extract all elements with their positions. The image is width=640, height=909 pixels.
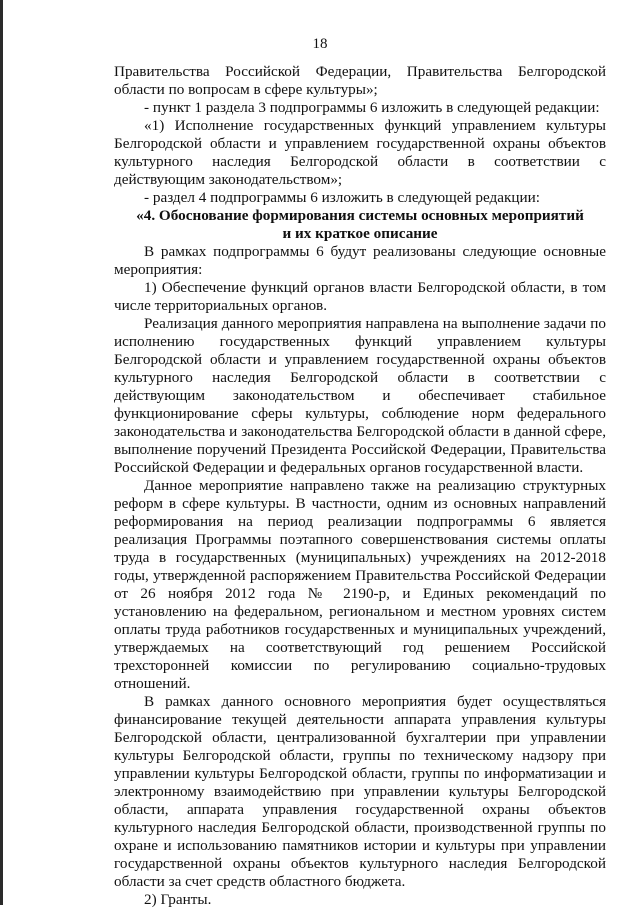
paragraph-10: 2) Гранты. [144, 891, 212, 908]
page-number: 18 [312, 36, 328, 52]
paragraph-2: - пункт 1 раздела 3 подпрограммы 6 изложить в следующей редакции: [144, 99, 600, 116]
paragraph-3: «1) Исполнение государственных функций управлением культуры Белгородской области и управлением государственной охраны объектов культурного наследия Белгородской области в соответствии с действующим законодательством»; [114, 117, 606, 188]
paragraph-7: Реализация данного мероприятия направлена на выполнение задачи по исполнению государственных функций управлением культуры Белгородской области и управлением государственной охраны объектов культурного наследия Белгородской области в соответствии с действующим законодательством и обеспечивает стабильное функционирование сферы культуры, соблюдение норм федерального законодательства и законодательства Белгородской области в данной сфере, выполнение поручений Президента Российской Федерации, Правительства Российской Федерации и федеральных органов государственной власти. [114, 315, 606, 476]
paragraph-1: Правительства Российской Федерации, Правительства Белгородской области по вопросам в сфере культуры»; [114, 63, 606, 98]
paragraph-6: 1) Обеспечение функций органов власти Белгородской области, в том числе территориальных органов. [114, 279, 606, 314]
paragraph-5: В рамках подпрограммы 6 будут реализованы следующие основные мероприятия: [114, 243, 606, 278]
paragraph-9: В рамках данного основного мероприятия будет осуществляться финансирование текущей деятельности аппарата управления культуры Белгородской области, централизованной бухгалтерии при управлении культуры Белгородской области, группы по техническому надзору при управлении культуры Белгородской области, группы по информатизации и электронному взаимодействию при управлении культуры Белгородской области, аппарата управления государственной охраны объектов культурного наследия Белгородской области, производственной группы по охране и использованию памятников истории и культуры при управлении государственной охраны объектов культурного наследия Белгородской области за счет средств областного бюджета. [114, 693, 606, 890]
document-body [114, 63, 606, 909]
paragraph-4: - раздел 4 подпрограммы 6 изложить в следующей редакции: [144, 189, 540, 206]
section-heading-line-1: «4. Обоснование формирования системы основных мероприятий [136, 207, 584, 224]
section-heading [114, 207, 606, 243]
scan-edge-line [0, 0, 3, 905]
paragraph-8: Данное мероприятие направлено также на реализацию структурных реформ в сфере культуры. В частности, одним из основных направлений реформирования на период реализации подпрограммы 6 является реализация Программы поэтапного совершенствования системы оплаты труда в государственных (муниципальных) учреждениях на 2012-2018 годы, утвержденной распоряжением Правительства Российской Федерации от 26 ноября 2012 года № 2190-р, и Единых рекомендаций по установлению на федеральном, региональном и местном уровнях систем оплаты труда работников государственных и муниципальных учреждений, утверждаемых на соответствующий год решением Российской трехсторонней комиссии по регулированию социально-трудовых отношений. [114, 477, 606, 692]
section-heading-line-2: и их краткое описание [282, 225, 438, 242]
